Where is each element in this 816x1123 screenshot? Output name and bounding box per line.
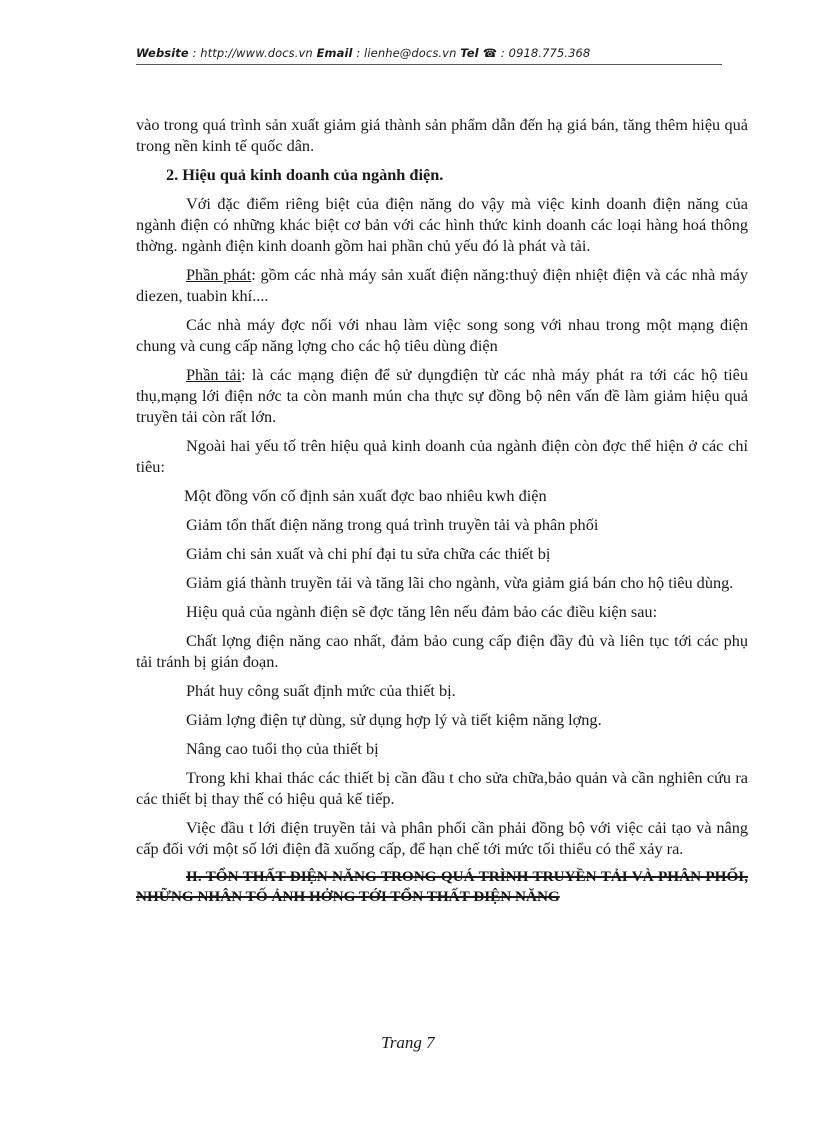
list-item: Một đồng vốn cố định sản xuất đợc bao nhiêu kwh điện — [184, 486, 547, 505]
page-header — [136, 46, 721, 60]
list-item: Phát huy công suất định mức của thiết bị. — [186, 681, 456, 700]
paragraph — [136, 364, 748, 427]
paragraph-text: : là các mạng điện để sử dụngđiện từ các nhà máy phát ra tới các hộ tiêu thụ,mạng lới điện nớc ta còn manh mún cha thực sự đồng bộ nên vấn đề làm giảm hiệu quả truyền tải còn rất lớn. — [136, 365, 748, 426]
paragraph: Trong khi khai thác các thiết bị cần đầu t cho sửa chữa,bảo quản và cần nghiên cứu ra các thiết bị thay thế có hiệu quả kế tiếp. — [136, 768, 748, 808]
paragraph: Các nhà máy đợc nối với nhau làm việc song song với nhau trong một mạng điện chung và cung cấp năng lợng cho các hộ tiêu dùng điện — [136, 315, 748, 355]
term-phan-phat: Phần phát — [186, 265, 252, 284]
paragraph — [136, 264, 748, 306]
paragraph: Với đặc điểm riêng biệt của điện năng do vậy mà việc kinh doanh điện năng của ngành điện có những khác biệt cơ bản với các hình thức kinh doanh các loại hàng hoá thông thờng. ngành điện kinh doanh gồm hai phần chủ yếu đó là phát và tải. — [136, 194, 748, 255]
paragraph: vào trong quá trình sản xuất giảm giá thành sản phẩm dẫn đến hạ giá bán, tăng thêm hiệu quả trong nền kinh tế quốc dân. — [136, 115, 748, 155]
document-body — [136, 114, 748, 915]
section-heading-ii: II. TỔN THẤT ĐIỆN NĂNG TRONG QUÁ TRÌNH TRUYỀN TẢI VÀ PHÂN PHỐI, NHỮNG NHÂN TỐ ẢNH HỞNG TỚI TỔN THẤT ĐIỆN NĂNG — [136, 868, 748, 905]
list-item: Giảm chi sản xuất và chi phí đại tu sửa chữa các thiết bị — [186, 544, 551, 563]
paragraph: Ngoài hai yếu tố trên hiệu quả kinh doanh của ngành điện còn đợc thể hiện ở các chỉ tiêu: — [136, 436, 748, 476]
paragraph: Việc đầu t lới điện truyền tải và phân phối cần phải đồng bộ với việc cải tạo và nâng cấp đối với một số lới điện đã xuống cấp, để hạn chế tới mức tối thiểu có thể xảy ra. — [136, 818, 748, 858]
tel-value: : 0918.775.368 — [497, 46, 591, 60]
term-phan-tai: Phần tải — [186, 365, 242, 384]
tel-label: Tel ☎ — [460, 46, 498, 60]
list-item: Giảm giá thành truyền tải và tăng lãi cho ngành, vừa giảm giá bán cho hộ tiêu dùng. — [186, 573, 734, 592]
list-item: Nâng cao tuổi thọ của thiết bị — [186, 739, 379, 758]
section-heading: 2. Hiệu quả kinh doanh của ngành điện. — [166, 165, 444, 184]
page-number: Trang 7 — [381, 1033, 435, 1052]
paragraph: Hiệu quả của ngành điện sẽ đợc tăng lên nếu đảm bảo các điều kiện sau: — [186, 602, 658, 621]
email-value: : lienhe@docs.vn — [352, 46, 461, 60]
list-item: Giảm tổn thất điện năng trong quá trình truyền tải và phân phối — [186, 515, 599, 534]
website-label: Website — [136, 46, 189, 60]
header-rule — [136, 64, 722, 65]
website-value: : http://www.docs.vn — [188, 46, 317, 60]
email-label: Email — [316, 46, 353, 60]
list-item: Giảm lợng điện tự dùng, sử dụng hợp lý và tiết kiệm năng lợng. — [186, 710, 602, 729]
list-item: Chất lợng điện năng cao nhất, đảm bảo cung cấp điện đầy đủ và liên tục tới các phụ tải tránh bị gián đoạn. — [136, 631, 748, 671]
paragraph-text: : gồm các nhà máy sản xuất điện năng:thuỷ điện nhiệt điện và các nhà máy diezen, tuabin khí.... — [136, 265, 748, 305]
